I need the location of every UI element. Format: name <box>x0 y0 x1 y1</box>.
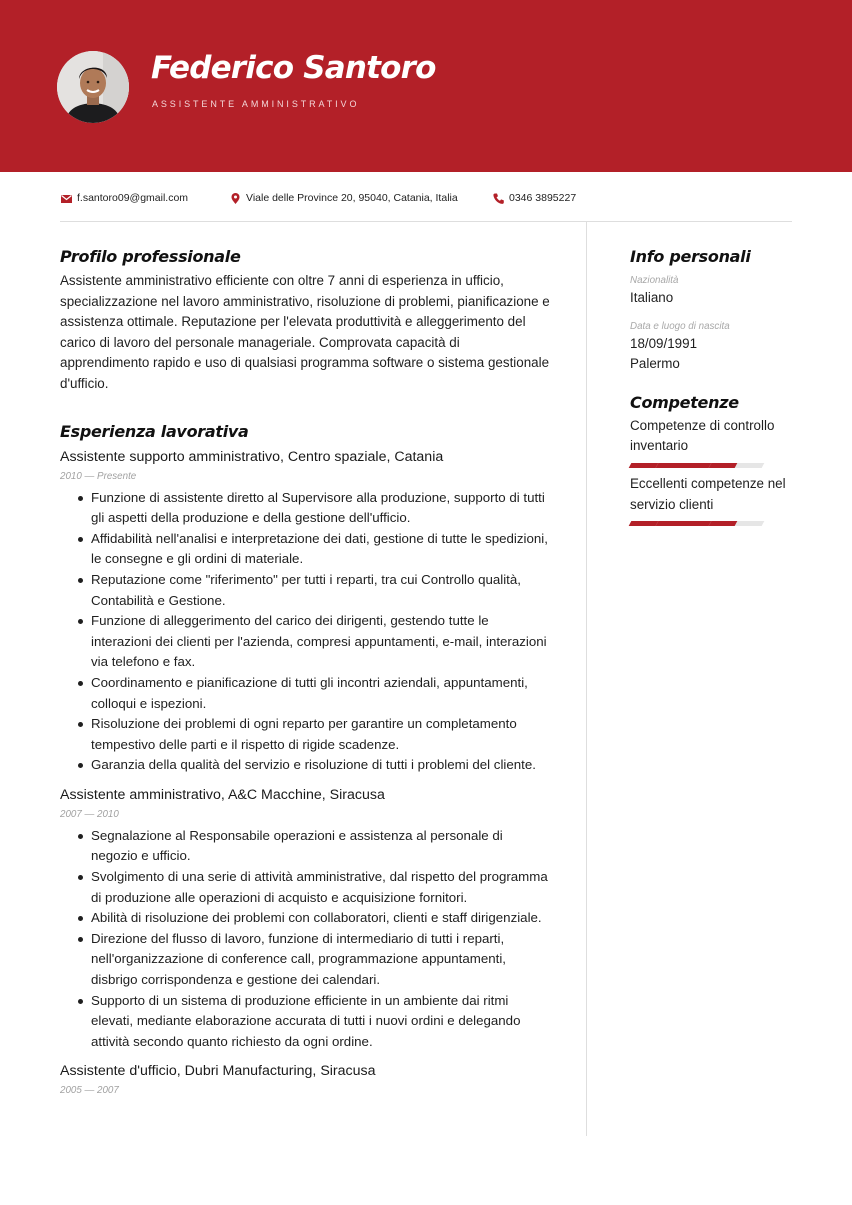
experience-heading: Esperienza lavorativa <box>60 421 249 441</box>
profile-text: Assistente amministrativo efficiente con oltre 7 anni di esperienza in ufficio, specializzazione nel lavoro amministrativo, risoluzione di problemi, pianificazione e assistenza ottimale. Reputazione per l'elevata produttività e alleggerimento del carico di lavoro del personale manageriale. Comprovata capacità di apprendimento rapido e uso di qualsiasi programma software o sistema gestionale d'ufficio. <box>60 273 550 391</box>
candidate-job-title: ASSISTENTE AMMINISTRATIVO <box>152 99 360 109</box>
side-column <box>630 246 795 526</box>
contact-address-text: Viale delle Province 20, 95040, Catania, Italia <box>246 192 458 204</box>
personal-info-heading: Info personali <box>630 247 751 266</box>
job-bullet: Coordinamento e pianificazione di tutti gli incontri aziendali, appuntamenti, colloqui e ispezioni. <box>91 673 550 714</box>
job-dates: 2005 — 2007 <box>60 1085 119 1097</box>
job-entry <box>60 446 550 776</box>
job-bullet: Svolgimento di una serie di attività amministrative, dal rispetto del programma di produzione alle operazioni di acquisto e acquisizione fornitori. <box>91 867 550 908</box>
contact-phone-text: 0346 3895227 <box>509 192 577 204</box>
job-bullets <box>60 488 550 776</box>
job-dates: 2010 — Presente <box>60 470 137 482</box>
skill-level-bar <box>630 463 795 468</box>
skill-level-bar <box>630 521 795 526</box>
job-bullet: Segnalazione al Responsabile operazioni e assistenza al personale di negozio e ufficio. <box>91 826 550 867</box>
contact-email[interactable] <box>60 190 188 206</box>
job-bullet: Supporto di un sistema di produzione efficiente in un ambiente dai ritmi elevati, mediante elaborazione accurata di tutti i nuovi ordini e delegando attività secondo quanto richiesto da ogni ordine. <box>91 991 550 1053</box>
profile-section <box>60 246 550 395</box>
profile-heading: Profilo professionale <box>60 247 241 266</box>
job-bullet: Affidabilità nell'analisi e interpretazione dei dati, gestione di tutte le spedizioni, le consegne e gli ordini di materiale. <box>91 529 550 570</box>
column-divider <box>586 222 587 1136</box>
contact-email-text: f.santoro09@gmail.com <box>77 192 189 204</box>
skill-level-segment-filled <box>629 521 659 526</box>
envelope-icon <box>60 192 73 205</box>
job-entry <box>60 784 550 1053</box>
job-title: Assistente amministrativo, A&C Macchine, Siracusa <box>60 786 385 803</box>
skill-level-segment-empty <box>735 521 765 526</box>
job-bullet: Funzione di alleggerimento del carico dei dirigenti, gestendo tutte le interazioni dei clienti per l'azienda, compresi appuntamenti, e-mail, interazioni via telefono e fax. <box>91 611 550 673</box>
birth-label: Data e luogo di nascita <box>630 320 730 332</box>
main-column <box>60 246 550 1102</box>
skills-heading: Competenze <box>630 392 739 412</box>
personal-info-section <box>630 246 795 375</box>
experience-section <box>60 421 550 1100</box>
job-bullet: Reputazione come "riferimento" per tutti i reparti, tra cui Controllo qualità, Contabilità e Gestione. <box>91 570 550 611</box>
phone-icon <box>492 192 505 205</box>
job-bullet: Risoluzione dei problemi di ogni reparto per garantire un completamento tempestivo delle parti e il rispetto di rigide scadenze. <box>91 714 550 755</box>
contact-phone[interactable] <box>492 190 576 206</box>
avatar-photo <box>57 51 129 123</box>
nationality-label: Nazionalità <box>630 275 679 286</box>
job-bullets <box>60 826 550 1053</box>
resume-header <box>0 0 852 172</box>
skill-name: Competenze di controllo inventario <box>630 417 775 454</box>
candidate-name: Federico Santoro <box>151 50 436 86</box>
map-pin-icon <box>229 192 242 205</box>
skill-level-segment-filled <box>629 463 659 468</box>
nationality-value: Italiano <box>630 290 674 305</box>
job-bullet: Funzione di assistente diretto al Supervisore alla produzione, supporto di tutti gli aspetti della produzione e della gestione dell'ufficio. <box>91 488 550 529</box>
avatar <box>57 51 129 123</box>
birth-place-value: Palermo <box>630 356 680 372</box>
job-bullet: Abilità di risoluzione dei problemi con collaboratori, clienti e staff dirigenziale. <box>91 908 550 929</box>
skill-level-segment-empty <box>735 463 765 468</box>
skill-level-segment-filled <box>682 521 712 526</box>
skill-name: Eccellenti competenze nel servizio clienti <box>630 475 786 512</box>
skills-section <box>630 392 795 526</box>
header-divider <box>60 221 792 222</box>
job-title: Assistente d'ufficio, Dubri Manufacturing, Siracusa <box>60 1063 376 1080</box>
job-title: Assistente supporto amministrativo, Centro spaziale, Catania <box>60 448 444 465</box>
job-entry <box>60 1060 550 1099</box>
job-bullet: Direzione del flusso di lavoro, funzione di intermediario di tutti i reparti, nell'organizzazione di conference call, programmazione appuntamenti, disbrigo corrispondenza e gestione dei calendari. <box>91 929 550 991</box>
job-dates: 2007 — 2010 <box>60 808 119 820</box>
skill-level-segment-filled <box>682 463 712 468</box>
contact-address <box>229 190 458 206</box>
job-bullet: Garanzia della qualità del servizio e risoluzione di tutti i problemi del cliente. <box>91 755 550 776</box>
birth-date-value: 18/09/1991 <box>630 335 698 351</box>
